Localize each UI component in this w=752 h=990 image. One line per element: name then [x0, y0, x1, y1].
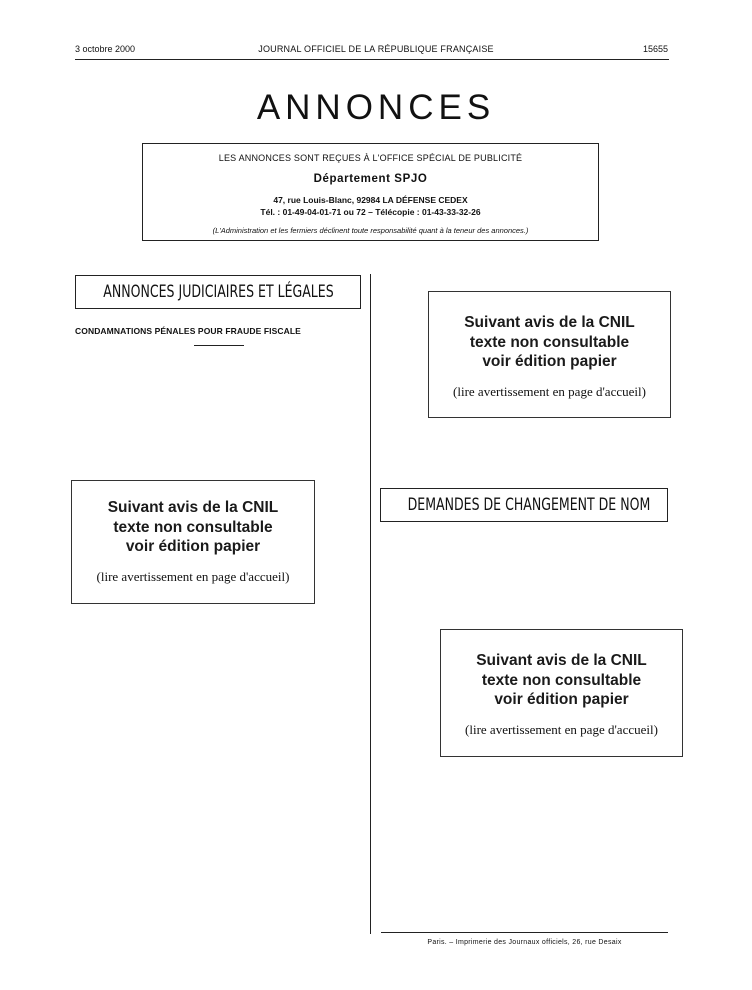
office-intro: LES ANNONCES SONT REÇUES À L'OFFICE SPÉCIAL DE PUBLICITÉ [218, 153, 523, 163]
section-judicial-title: ANNONCES JUDICIAIRES ET LÉGALES [102, 282, 334, 302]
cnil-notice-line3: voir édition papier [482, 353, 617, 370]
header-date: 3 octobre 2000 [75, 44, 136, 54]
cnil-notice-line2: texte non consultable [113, 518, 273, 536]
cnil-notice-line2: texte non consultable [481, 671, 642, 689]
office-department: Département SPJO [313, 173, 428, 185]
header-page-number: 15655 [643, 44, 669, 54]
column-divider [370, 274, 371, 934]
cnil-notice-line1: Suivant avis de la CNIL [107, 499, 279, 516]
header-publication: JOURNAL OFFICIEL DE LA RÉPUBLIQUE FRANÇAISE [258, 44, 494, 54]
cnil-notice-line3: voir édition papier [494, 691, 629, 708]
office-phone: Tél. : 01-49-04-01-71 ou 72 – Télécopie : 01-43-33-32-26 [260, 207, 481, 217]
page-title: ANNONCES [256, 88, 496, 127]
cnil-notice-box [71, 480, 315, 604]
office-disclaimer: (L'Administration et les fermiers déclinent toute responsabilité quant à la teneur des annonces.) [212, 226, 529, 235]
footer-rule [381, 932, 668, 933]
cnil-notice-note: (lire avertissement en page d'accueil) [96, 568, 290, 584]
cnil-notice-line1: Suivant avis de la CNIL [476, 652, 647, 669]
cnil-notice-line3: voir édition papier [125, 538, 261, 555]
section-judicial-header [75, 275, 361, 309]
cnil-notice-line1: Suivant avis de la CNIL [464, 314, 635, 331]
header-rule [75, 59, 669, 60]
cnil-notice-box [428, 291, 671, 418]
cnil-notice-note: (lire avertissement en page d'accueil) [453, 383, 646, 399]
cnil-notice-box [440, 629, 683, 757]
office-info-box [142, 143, 599, 241]
section-judicial-subheading: CONDAMNATIONS PÉNALES POUR FRAUDE FISCALE [75, 326, 301, 336]
office-address: 47, rue Louis-Blanc, 92984 LA DÉFENSE CEDEX [273, 195, 468, 205]
section-name-change-title: DEMANDES DE CHANGEMENT DE NOM [407, 495, 651, 515]
cnil-notice-line2: texte non consultable [469, 333, 630, 351]
section-name-change-header [380, 488, 668, 522]
subheading-rule [194, 345, 244, 346]
cnil-notice-note: (lire avertissement en page d'accueil) [465, 721, 658, 737]
footer-imprint: Paris. – Imprimerie des Journaux officiels, 26, rue Desaix [427, 939, 622, 946]
